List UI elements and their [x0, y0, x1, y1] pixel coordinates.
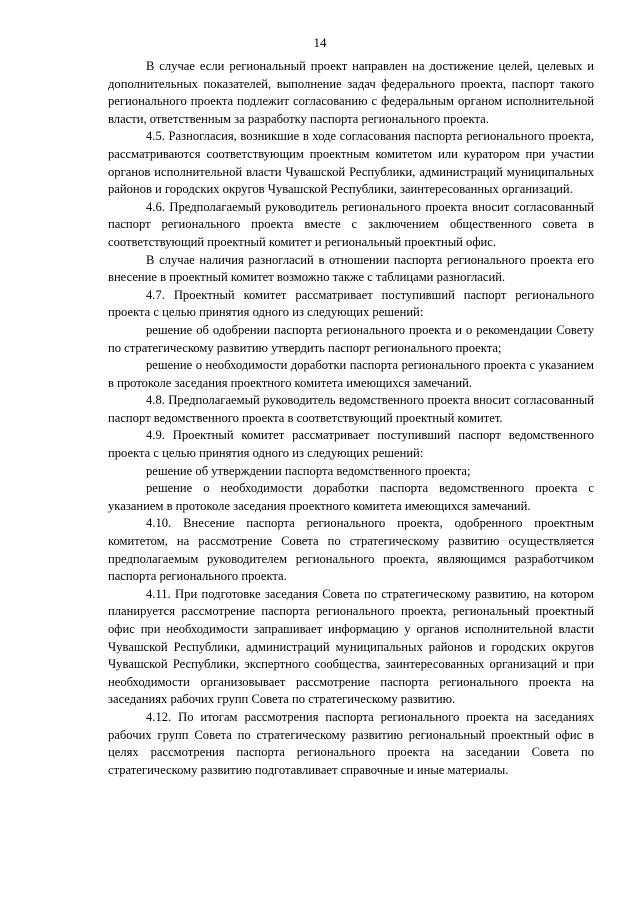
- paragraph-federal-approval: В случае если региональный проект направлен на достижение целей, целевых и дополнительных показателей, выполнение задач федерального проекта, паспорт такого регионального проекта подлежит согласованию с федеральным органом исполнительной власти, ответственным за разработку паспорта регионального проекта.: [108, 59, 594, 126]
- document-body: [108, 58, 594, 779]
- paragraph-4-7-decision-approve: решение об одобрении паспорта регионального проекта и о рекомендации Совету по стратегическому развитию утвердить паспорт регионального проекта;: [108, 322, 594, 355]
- paragraph-4-6: 4.6. Предполагаемый руководитель регионального проекта вносит согласованный паспорт регионального проекта вместе с заключением общественного совета в соответствующий проектный комитет и региональный проектный офис.: [108, 199, 594, 249]
- paragraph-4-10: 4.10. Внесение паспорта регионального проекта, одобренного проектным комитетом, на рассмотрение Совета по стратегическому развитию осуществляется предполагаемым руководителем регионального проекта, являющимся разработчиком паспорта регионального проекта.: [108, 516, 594, 584]
- paragraph-4-12: 4.12. По итогам рассмотрения паспорта регионального проекта на заседаниях рабочих групп Совета по стратегическому развитию региональный проектный офис в целях рассмотрения паспорта регионального проекта на заседании Совета по стратегическому развитию подготавливает справочные и иные материалы.: [108, 709, 594, 777]
- paragraph-disagreements: В случае наличия разногласий в отношении паспорта регионального проекта его внесение в проектный комитет возможно также с таблицами разногласий.: [108, 252, 594, 285]
- paragraph-4-7: 4.7. Проектный комитет рассматривает поступивший паспорт регионального проекта с целью принятия одного из следующих решений:: [108, 287, 594, 320]
- paragraph-4-5: 4.5. Разногласия, возникшие в ходе согласования паспорта регионального проекта, рассматриваются соответствующим проектным комитетом или куратором при участии органов исполнительной власти Чувашской Республики, администраций муниципальных районов и городских округов Чувашской Республики, заинтересованных организаций.: [108, 129, 594, 197]
- paragraph-4-11: 4.11. При подготовке заседания Совета по стратегическому развитию, на котором планируется рассмотрение паспорта регионального проекта, региональный проектный офис при необходимости запрашивает информацию у органов исполнительной власти Чувашской Республики, администраций муниципальных районов и городских округов Чувашской Республики, экспертного сообщества, заинтересованных организаций и при необходимости организовывает рассмотрение паспорта регионального проекта на заседаниях рабочих групп Совета по стратегическому развитию.: [108, 586, 594, 707]
- paragraph-4-9-decision-revise: решение о необходимости доработки паспорта ведомственного проекта с указанием в протоколе заседания проектного комитета имеющихся замечаний.: [108, 481, 594, 513]
- paragraph-4-9: 4.9. Проектный комитет рассматривает поступивший паспорт ведомственного проекта с целью принятия одного из следующих решений:: [108, 428, 594, 461]
- paragraph-4-8: 4.8. Предполагаемый руководитель ведомственного проекта вносит согласованный паспорт ведомственного проекта в соответствующий проектный комитет.: [108, 393, 594, 425]
- paragraph-4-9-decision-approve: решение об утверждении паспорта ведомственного проекта;: [146, 463, 471, 478]
- paragraph-4-7-decision-revise: решение о необходимости доработки паспорта регионального проекта с указанием в протоколе заседания проектного комитета имеющихся замечаний.: [108, 358, 594, 390]
- page-number: 14: [313, 35, 327, 50]
